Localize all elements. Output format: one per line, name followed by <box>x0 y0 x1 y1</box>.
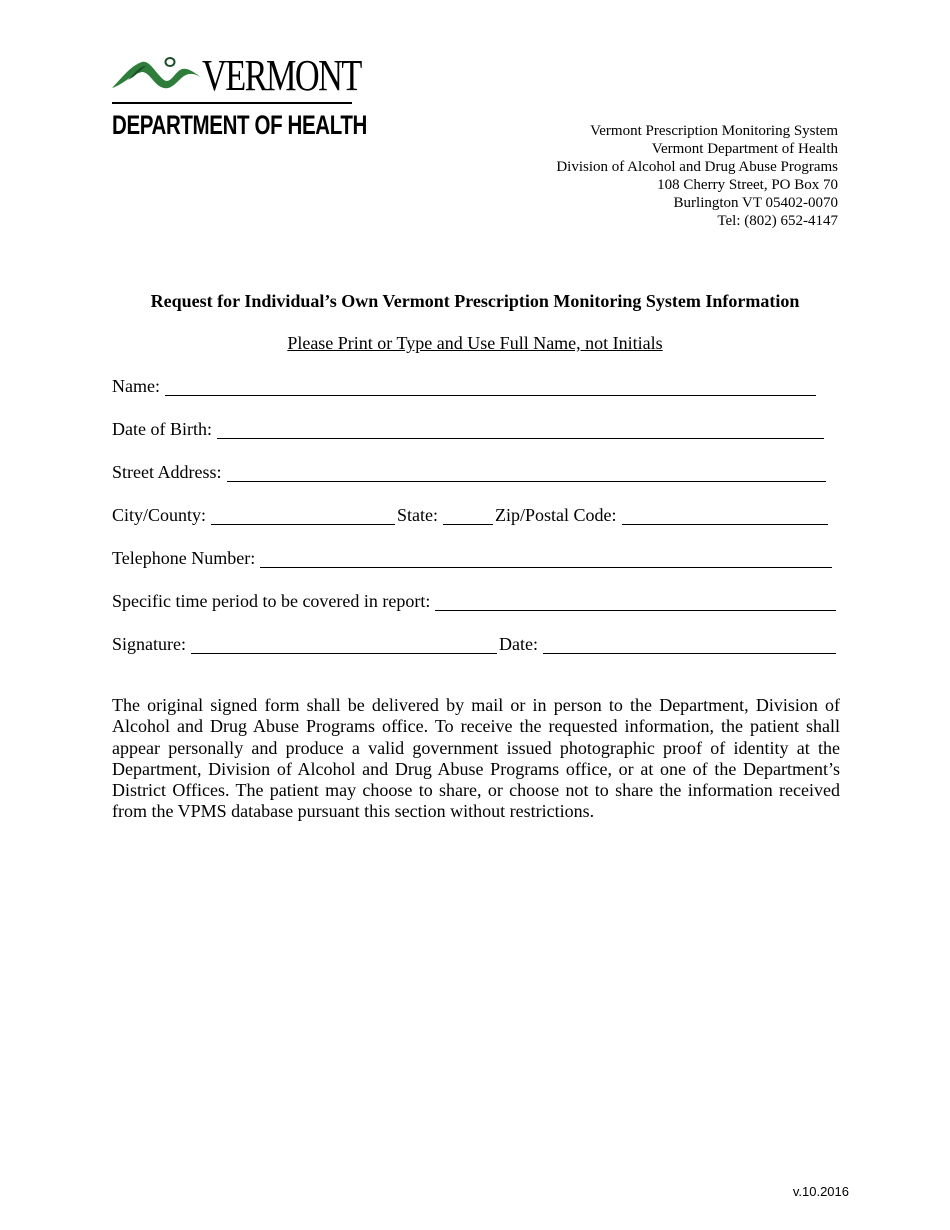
signature-input-line[interactable] <box>191 635 497 654</box>
address-line: Burlington VT 05402-0070 <box>673 195 838 211</box>
address-line: Division of Alcohol and Drug Abuse Programs <box>556 159 838 175</box>
dob-row <box>112 416 826 442</box>
city-state-zip-row <box>112 502 830 528</box>
period-row <box>112 588 838 614</box>
phone-row <box>112 545 834 571</box>
name-row <box>112 373 818 399</box>
instructions-paragraph: The original signed form shall be delivered by mail or in person to the Department, Division of Alcohol and Drug Abuse Programs office. To receive the requested information, the patient shall appear personally and produce a valid government issued photographic proof of identity at the Department, Division of Alcohol and Drug Abuse Programs office, or at one of the Department’s District Offices. The patient may choose to share, or choose not to share the information received from the VPMS database pursuant this section without restrictions. <box>112 695 840 822</box>
vermont-health-logo <box>110 51 367 142</box>
mountain-logo-icon <box>110 52 205 97</box>
city-input-line[interactable] <box>211 506 395 525</box>
street-input-line[interactable] <box>227 463 827 482</box>
dob-label: Date of Birth: <box>112 419 212 439</box>
address-line: Vermont Prescription Monitoring System <box>590 123 838 139</box>
version-label: v.10.2016 <box>792 1184 849 1199</box>
name-label: Name: <box>112 376 160 396</box>
street-label: Street Address: <box>112 462 222 482</box>
name-input-line[interactable] <box>165 377 816 396</box>
address-line: Tel: (802) 652-4147 <box>717 213 838 229</box>
phone-input-line[interactable] <box>260 549 832 568</box>
address-line: Vermont Department of Health <box>651 141 838 157</box>
date-input-line[interactable] <box>543 635 836 654</box>
date-label: Date: <box>499 634 538 654</box>
street-row <box>112 459 828 485</box>
phone-label: Telephone Number: <box>112 548 256 568</box>
signature-date-row <box>112 631 838 657</box>
zip-label: Zip/Postal Code: <box>495 505 617 525</box>
period-input-line[interactable] <box>435 592 836 611</box>
address-line: 108 Cherry Street, PO Box 70 <box>657 177 838 193</box>
zip-input-line[interactable] <box>622 506 828 525</box>
form-title: Request for Individual’s Own Vermont Prescription Monitoring System Information <box>150 291 800 311</box>
state-label: State: <box>397 505 439 525</box>
address-block <box>556 122 838 230</box>
city-label: City/County: <box>112 505 207 525</box>
logo-divider <box>112 102 352 104</box>
signature-label: Signature: <box>112 634 186 654</box>
state-input-line[interactable] <box>443 506 493 525</box>
logo-wordmark: VERMONT <box>202 51 361 100</box>
logo-department: DEPARTMENT OF HEALTH <box>112 110 367 140</box>
form-subtitle: Please Print or Type and Use Full Name, not Initials <box>287 333 663 353</box>
dob-input-line[interactable] <box>217 420 824 439</box>
period-label: Specific time period to be covered in report: <box>112 591 431 611</box>
